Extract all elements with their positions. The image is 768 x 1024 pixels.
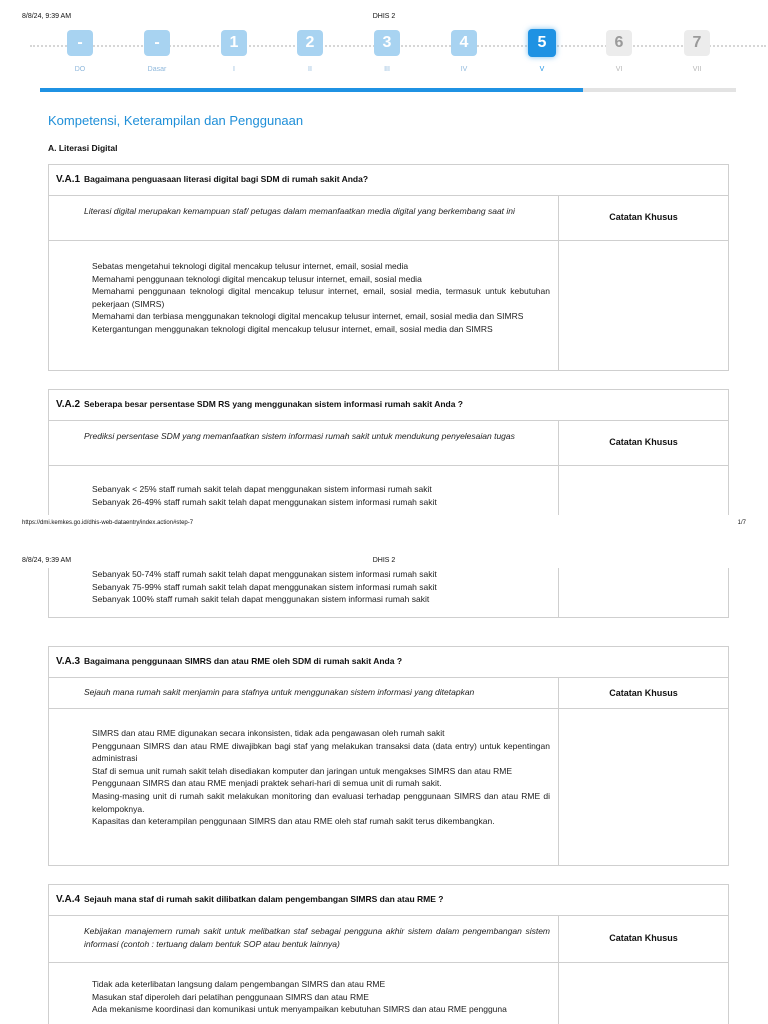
page1-clip [0,389,768,515]
question-code: V.A.4 [56,894,81,905]
step-number: 6 [606,30,632,56]
option-item[interactable]: Memahami penggunaan teknologi digital mencakup telusur internet, email, sosial media, termasuk untuk kebutuhan pekerjaan (SIMRS) [92,286,550,309]
step-dasar[interactable] [144,30,170,73]
option-item[interactable]: Ketergantungan menggunakan teknologi digital mencakup telusur internet, email, sosial media dan SIMRS [92,323,493,334]
step-6[interactable] [606,30,632,73]
question-text: Seberapa besar persentase SDM RS yang menggunakan sistem informasi rumah sakit Anda ? [84,399,464,409]
step-1[interactable] [221,30,247,73]
option-item[interactable]: Sebanyak 100% staff rumah sakit telah dapat menggunakan sistem informasi rumah sakit [92,594,430,605]
step-number: - [67,30,93,56]
print-title: DHIS 2 [372,557,396,564]
catatan-khusus-field[interactable] [559,963,728,1024]
question-description: Prediksi persentase SDM yang memanfaatkan sistem informasi rumah sakit untuk mendukung penyelesaian tugas [84,431,515,441]
step-7[interactable] [684,30,710,73]
step-label: VII [692,66,702,73]
question-description: Literasi digital merupakan kemampuan staf/ petugas dalam memanfaatkan media digital yang berkembang saat ini [84,206,515,216]
question-description: Sejauh mana rumah sakit menjamin para stafnya untuk menggunakan sistem informasi yang ditetapkan [84,687,475,697]
question-desc-row [49,421,728,466]
catatan-khusus-field[interactable] [559,709,728,865]
catatan-khusus-field[interactable] [559,241,728,370]
step-number: 5 [528,29,556,57]
option-item[interactable]: Ada mekanisme koordinasi dan komunikasi untuk menyampaikan kebutuhan SIMRS dan atau RME pengguna [92,1004,507,1015]
catatan-khusus-label: Catatan Khusus [609,212,678,222]
step-number: 4 [451,30,477,56]
option-item[interactable]: Sebanyak 26-49% staff rumah sakit telah dapat menggunakan sistem informasi rumah sakit [92,496,437,507]
step-label: III [384,66,390,73]
step-5[interactable] [529,30,555,73]
option-item[interactable]: Memahami dan terbiasa menggunakan teknologi digital mencakup telusur internet, email, sosial media dan SIMRS [92,311,524,322]
option-list [84,568,550,606]
option-list [84,260,550,336]
catatan-khusus-label: Catatan Khusus [609,688,678,698]
question-options-row [49,709,728,865]
catatan-khusus-field[interactable] [559,466,728,515]
page2-bottom-clip [0,884,768,1024]
option-list [84,483,550,508]
step-label: DO [74,66,86,73]
question-code: V.A.2 [56,399,81,410]
option-item[interactable]: SIMRS dan atau RME digunakan secara inkonsisten, tidak ada pengawasan oleh rumah sakit [92,728,445,738]
print-footer-url: https://dmi.kemkes.go.id/dhis-web-dataentry/index.action#step-7 [22,520,194,526]
progress-fill [40,88,583,92]
question-header [49,647,728,678]
question-va2 [48,389,729,515]
option-item[interactable]: Sebanyak 50-74% staff rumah sakit telah dapat menggunakan sistem informasi rumah sakit [92,569,437,579]
question-code: V.A.1 [56,174,81,185]
option-list [84,727,550,828]
catatan-khusus-label: Catatan Khusus [609,933,678,943]
step-label: VI [615,66,623,73]
question-header [49,165,728,196]
step-number: 3 [374,30,400,56]
step-label: V [539,66,545,73]
step-3[interactable] [374,30,400,73]
print-title: DHIS 2 [372,13,396,20]
question-options-row [49,568,728,617]
option-item[interactable]: Penggunaan SIMRS dan atau RME menjadi praktek sehari-hari di semua unit di rumah sakit. [92,778,442,789]
question-va2-continued [48,568,729,618]
option-item[interactable]: Masukan staf diperoleh dari pelatihan penggunaan SIMRS dan atau RME [92,991,369,1002]
option-item[interactable]: Sebatas mengetahui teknologi digital mencakup telusur internet, email, sosial media [92,261,409,271]
question-description: Kebijakan manajemern rumah sakit untuk melibatkan staf sebagai pengguna akhir sistem dalam pengembangan sistem informasi (contoh : tertuang dalam bentuk SOP atau bentuk lainnya) [84,926,550,949]
print-datetime: 8/8/24, 9:39 AM [22,13,72,20]
question-desc-row [49,196,728,241]
step-number: - [144,30,170,56]
option-item[interactable]: Memahami penggunaan teknologi digital mencakup telusur internet, email, sosial media [92,273,422,284]
question-desc-row [49,678,728,709]
question-text: Bagaimana penguasaan literasi digital bagi SDM di rumah sakit Anda? [84,174,369,184]
section-stepper [38,30,736,80]
question-va4 [48,884,729,1024]
question-desc-row [49,916,728,963]
sub-title: A. Literasi Digital [48,143,118,153]
question-va1 [48,164,729,371]
question-header [49,885,728,916]
catatan-khusus-label: Catatan Khusus [609,437,678,447]
step-number: 7 [684,30,710,56]
option-item[interactable]: Kapasitas dan keterampilan penggunaan SIMRS dan atau RME oleh staf rumah sakit terus dikembangkan. [92,816,495,827]
step-number: 1 [221,30,247,56]
section-title: Kompetensi, Keterampilan dan Penggunaan [48,113,304,128]
question-options-row [49,466,728,515]
step-label: II [308,66,312,73]
progress-bar [40,88,736,92]
step-number: 2 [297,30,323,56]
option-list [84,978,550,1016]
catatan-khusus-field[interactable] [559,568,728,617]
question-text: Bagaimana penggunaan SIMRS dan atau RME oleh SDM di rumah sakit Anda ? [84,656,403,666]
step-label: Dasar [147,66,167,73]
question-header [49,390,728,421]
option-item[interactable]: Penggunaan SIMRS dan atau RME diwajibkan bagi staf yang melakukan transaksi data (data entry) untuk kepentingan administrasi [92,740,550,764]
option-item[interactable]: Sebanyak < 25% staff rumah sakit telah dapat menggunakan sistem informasi rumah sakit [92,484,432,494]
option-item[interactable]: Staf di semua unit rumah sakit telah disediakan komputer dan jaringan untuk mengakses SIMRS dan atau RME [92,765,513,776]
option-item[interactable]: Sebanyak 75-99% staff rumah sakit telah dapat menggunakan sistem informasi rumah sakit [92,581,437,592]
question-text: Sejauh mana staf di rumah sakit dilibatkan dalam pengembangan SIMRS dan atau RME ? [84,894,444,904]
page2-clip [0,568,768,623]
step-2[interactable] [297,30,323,73]
step-label: IV [460,66,468,73]
step-4[interactable] [451,30,477,73]
step-do[interactable] [67,30,93,73]
question-options-row [49,241,728,370]
option-item[interactable]: Masing-masing unit di rumah sakit melakukan monitoring dan evaluasi terhadap penggunaan SIMRS dan atau RME di kelompoknya. [92,790,550,814]
step-label: I [233,66,235,73]
question-code: V.A.3 [56,656,81,667]
option-item[interactable]: Tidak ada keterlibatan langsung dalam pengembangan SIMRS dan atau RME [92,979,386,989]
print-datetime: 8/8/24, 9:39 AM [22,557,72,564]
question-va3 [48,646,729,866]
print-footer-page: 1/7 [737,520,746,526]
question-options-row [49,963,728,1024]
